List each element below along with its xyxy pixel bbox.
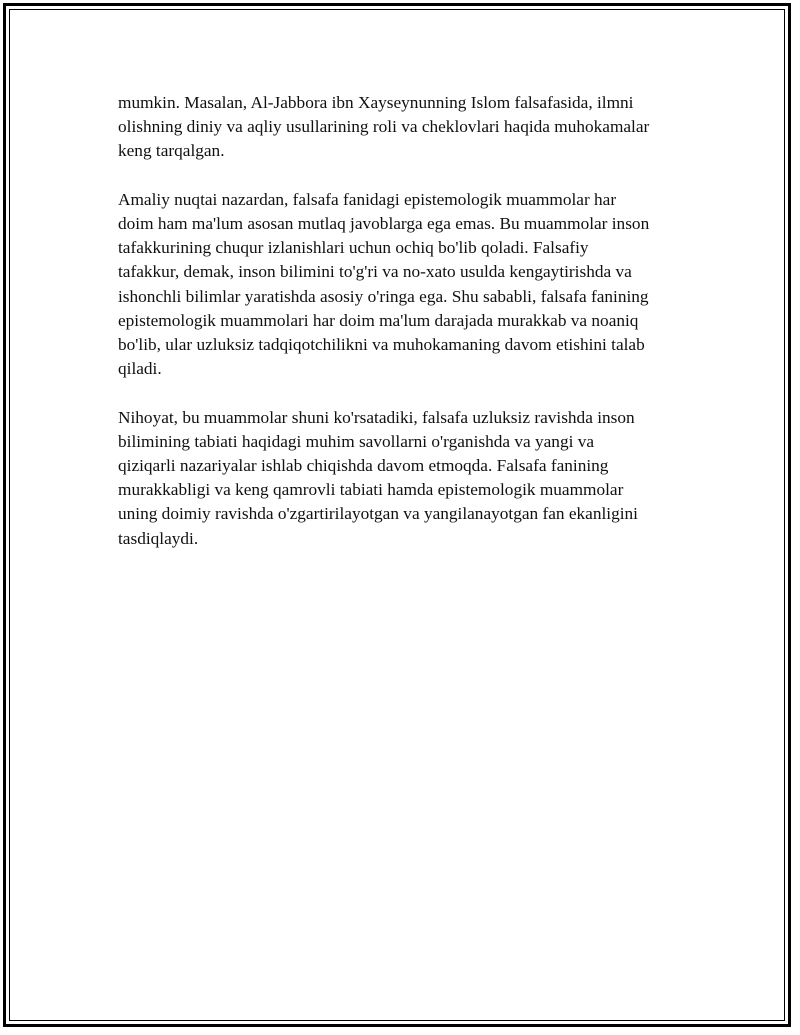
paragraph-1: mumkin. Masalan, Al-Jabbora ibn Xayseynunning Islom falsafasida, ilmni olishning diniy va aqliy usullarining roli va cheklovlari haqida muhokamalar keng tarqalgan.: [118, 93, 650, 161]
paragraph-3: Nihoyat, bu muammolar shuni ko'rsatadiki, falsafa uzluksiz ravishda inson bilimining tabiati haqidagi muhim savollarni o'rganishda va yangi va qiziqarli nazariyalar ishlab chiqishda davom etmoqda. Falsafa fanining murakkabligi va keng qamrovli tabiati hamda epistemologik muammolar uning doimiy ravishda o'zgartirilayotgan va yangilanayotgan fan ekanligini tasdiqlaydi.: [118, 407, 638, 548]
document-body: [118, 91, 693, 575]
paragraph-2: Amaliy nuqtai nazardan, falsafa fanidagi epistemologik muammolar har doim ham ma'lum asosan mutlaq javoblarga ega emas. Bu muammolar inson tafakkurining chuqur izlanishlari uchun ochiq bo'lib qoladi. Falsafiy tafakkur, demak, inson bilimini to'g'ri va no-xato usulda kengaytirishda va ishonchli bilimlar yaratishda asosiy o'ringa ega. Shu sababli, falsafa fanining epistemologik muammolari har doim ma'lum darajada murakkab va noaniq bo'lib, ular uzluksiz tadqiqotchilikni va muhokamaning davom etishini talab qiladi.: [118, 189, 650, 379]
